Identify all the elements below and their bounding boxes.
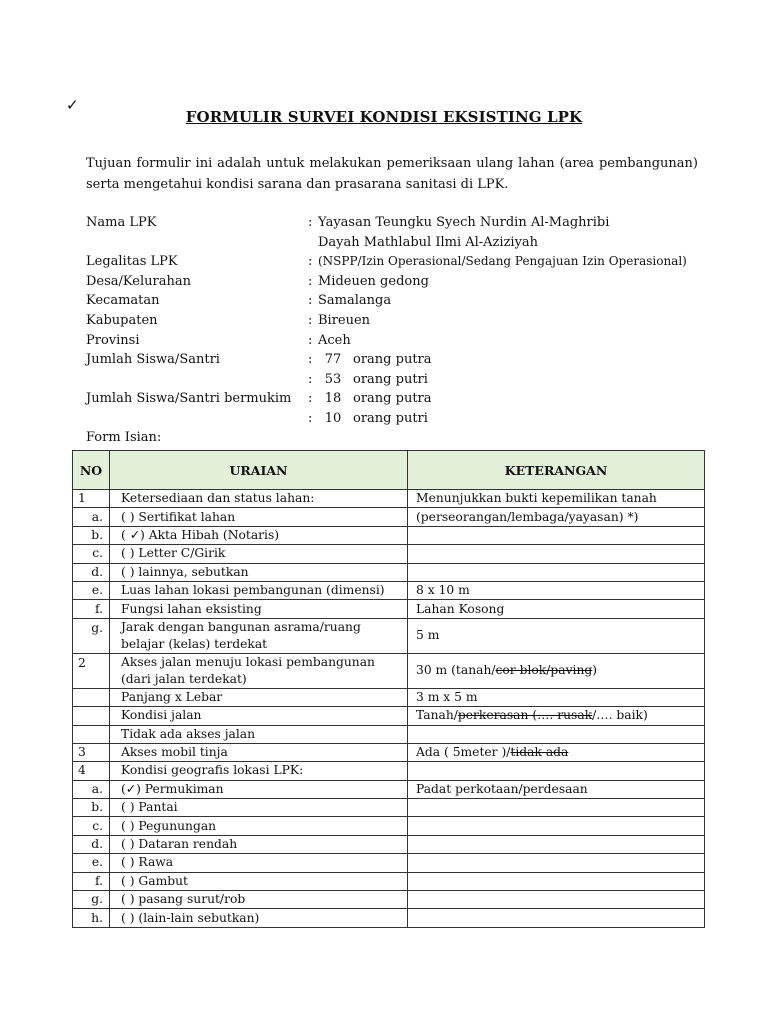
row-no: b. xyxy=(73,526,110,544)
info-row-legalitas xyxy=(86,252,706,272)
document-title: FORMULIR SURVEI KONDISI EKSISTING LPK xyxy=(185,108,583,126)
unit-putra: orang putra xyxy=(353,391,432,407)
intro-paragraph: Tujuan formulir ini adalah untuk melakukan pemeriksaan ulang lahan (area pembangunan) serta mengetahui kondisi sarana dan prasarana sanitasi di LPK. xyxy=(86,156,698,192)
table-row xyxy=(73,743,705,761)
desa-value: Mideuen gedong xyxy=(318,273,429,289)
info-row-mukim-putra xyxy=(86,389,706,409)
row-keterangan xyxy=(408,653,705,688)
table-row xyxy=(73,508,705,526)
colon: : xyxy=(308,410,313,426)
mukim-putra-value: 18 xyxy=(324,391,342,407)
row-no: 3 xyxy=(73,743,110,761)
row-no: f. xyxy=(73,600,110,618)
info-row-nama xyxy=(86,213,706,233)
ket-text: Tanah/ xyxy=(416,708,458,723)
form-isian-label: Form Isian: xyxy=(86,430,162,445)
row-keterangan xyxy=(408,909,705,927)
row-no xyxy=(73,688,110,706)
table-row xyxy=(73,780,705,798)
info-row-nama-2 xyxy=(86,233,706,253)
row-keterangan xyxy=(408,526,705,544)
header-no: NO xyxy=(73,451,110,490)
provinsi-value: Aceh xyxy=(318,332,351,348)
info-row-provinsi xyxy=(86,331,706,351)
table-row xyxy=(73,872,705,890)
table-row xyxy=(73,600,705,618)
nama-label: Nama LPK xyxy=(86,215,157,230)
row-keterangan xyxy=(408,563,705,581)
kabupaten-value: Bireuen xyxy=(318,312,371,328)
row-keterangan: 3 m x 5 m xyxy=(408,688,705,706)
row-uraian: Kondisi jalan xyxy=(110,707,408,725)
jumlah-putri-value: 53 xyxy=(324,371,342,387)
info-row-kecamatan xyxy=(86,291,706,311)
table-row xyxy=(73,545,705,563)
row-no: f. xyxy=(73,872,110,890)
table-row xyxy=(73,688,705,706)
row-keterangan xyxy=(408,835,705,853)
survey-table xyxy=(72,450,705,928)
legalitas-value: (NSPP/Izin Operasional/Sedang Pengajuan Izin Operasional) xyxy=(318,254,687,269)
colon: : xyxy=(308,254,313,270)
row-keterangan: Menunjukkan bukti kepemilikan tanah xyxy=(408,490,705,508)
unit-putri: orang putri xyxy=(353,410,428,426)
row-no: e. xyxy=(73,854,110,872)
row-no: c. xyxy=(73,545,110,563)
row-keterangan xyxy=(408,707,705,725)
row-uraian: Tidak ada akses jalan xyxy=(110,725,408,743)
table-row xyxy=(73,490,705,508)
row-keterangan: Padat perkotaan/perdesaan xyxy=(408,780,705,798)
row-keterangan xyxy=(408,545,705,563)
table-row xyxy=(73,817,705,835)
row-uraian: Akses mobil tinja xyxy=(110,743,408,761)
table-row xyxy=(73,762,705,780)
row-keterangan xyxy=(408,817,705,835)
ket-text: Ada ( 5meter )/ xyxy=(416,745,511,760)
row-keterangan xyxy=(408,799,705,817)
ket-strikethrough: perkerasan (…. rusak xyxy=(457,708,593,723)
row-uraian: Panjang x Lebar xyxy=(110,688,408,706)
row-uraian: Luas lahan lokasi pembangunan (dimensi) xyxy=(110,581,408,599)
unit-putri: orang putri xyxy=(353,371,428,387)
header-keterangan: KETERANGAN xyxy=(408,451,705,490)
ket-text: 30 m (tanah/ xyxy=(416,663,496,678)
table-row xyxy=(73,653,705,688)
table-row xyxy=(73,854,705,872)
colon: : xyxy=(308,352,313,368)
row-keterangan: Lahan Kosong xyxy=(408,600,705,618)
table-row xyxy=(73,909,705,927)
row-uraian: ( ) Pegunungan xyxy=(110,817,408,835)
unit-putra: orang putra xyxy=(353,352,432,368)
info-row-jumlah-putri xyxy=(86,370,706,390)
row-no: e. xyxy=(73,581,110,599)
row-uraian: ( ) Sertifikat lahan xyxy=(110,508,408,526)
row-uraian: ( ) Letter C/Girik xyxy=(110,545,408,563)
info-row-mukim-putri xyxy=(86,409,706,429)
row-no: a. xyxy=(73,780,110,798)
info-row-kabupaten xyxy=(86,311,706,331)
colon: : xyxy=(308,391,313,407)
row-no: h. xyxy=(73,909,110,927)
table-row xyxy=(73,618,705,653)
kabupaten-label: Kabupaten xyxy=(86,312,158,328)
row-no: 1 xyxy=(73,490,110,508)
row-keterangan xyxy=(408,762,705,780)
info-row-jumlah-putra xyxy=(86,350,706,370)
colon: : xyxy=(308,273,313,289)
row-no: c. xyxy=(73,817,110,835)
row-uraian: Jarak dengan bangunan asrama/ruang belajar (kelas) terdekat xyxy=(110,618,408,653)
row-no: 2 xyxy=(73,653,110,688)
row-uraian: Ketersediaan dan status lahan: xyxy=(110,490,408,508)
ket-text: ) xyxy=(592,663,598,678)
row-uraian: ( ) Gambut xyxy=(110,872,408,890)
row-keterangan xyxy=(408,743,705,761)
row-keterangan xyxy=(408,854,705,872)
row-no: g. xyxy=(73,891,110,909)
colon: : xyxy=(308,332,313,348)
ket-strikethrough: tidak ada xyxy=(510,745,569,760)
row-uraian: Fungsi lahan eksisting xyxy=(110,600,408,618)
table-row xyxy=(73,799,705,817)
table-row xyxy=(73,835,705,853)
header-uraian: URAIAN xyxy=(110,451,408,490)
provinsi-label: Provinsi xyxy=(86,332,140,348)
row-uraian: ( ) Dataran rendah xyxy=(110,835,408,853)
lpk-info-section xyxy=(86,213,706,429)
legalitas-label: Legalitas LPK xyxy=(86,254,178,270)
row-keterangan xyxy=(408,891,705,909)
row-uraian: ( ) lainnya, sebutkan xyxy=(110,563,408,581)
nama-value-line2: Dayah Mathlabul Ilmi Al-Aziziyah xyxy=(318,234,539,250)
check-mark: ✓ xyxy=(66,96,79,114)
row-uraian: ( ) Pantai xyxy=(110,799,408,817)
row-no: 4 xyxy=(73,762,110,780)
row-keterangan: (perseorangan/lembaga/yayasan) *) xyxy=(408,508,705,526)
colon: : xyxy=(308,215,313,230)
ket-text: /…. baik) xyxy=(592,708,648,723)
table-row xyxy=(73,891,705,909)
row-no xyxy=(73,725,110,743)
jumlah-putra-value: 77 xyxy=(324,352,342,368)
nama-value-line1: Yayasan Teungku Syech Nurdin Al-Maghribi xyxy=(318,215,610,230)
kecamatan-label: Kecamatan xyxy=(86,293,160,309)
row-keterangan xyxy=(408,725,705,743)
row-uraian: ( ✓) Akta Hibah (Notaris) xyxy=(110,526,408,544)
row-uraian: Kondisi geografis lokasi LPK: xyxy=(110,762,408,780)
row-no: b. xyxy=(73,799,110,817)
row-uraian: (✓) Permukiman xyxy=(110,780,408,798)
jumlah-label: Jumlah Siswa/Santri xyxy=(86,352,220,368)
row-keterangan: 5 m xyxy=(408,618,705,653)
table-row xyxy=(73,563,705,581)
table-row xyxy=(73,526,705,544)
row-no: a. xyxy=(73,508,110,526)
row-uraian: ( ) (lain-lain sebutkan) xyxy=(110,909,408,927)
colon: : xyxy=(308,293,313,309)
info-row-desa xyxy=(86,272,706,292)
table-header-row xyxy=(73,451,705,490)
row-uraian: ( ) pasang surut/rob xyxy=(110,891,408,909)
table-row xyxy=(73,725,705,743)
row-no: g. xyxy=(73,618,110,653)
row-no xyxy=(73,707,110,725)
ket-strikethrough: cor blok/paving xyxy=(495,663,593,678)
table-row xyxy=(73,581,705,599)
row-no: d. xyxy=(73,835,110,853)
colon: : xyxy=(308,371,313,387)
row-keterangan: 8 x 10 m xyxy=(408,581,705,599)
row-uraian: Akses jalan menuju lokasi pembangunan (dari jalan terdekat) xyxy=(110,653,408,688)
colon: : xyxy=(308,312,313,328)
mukim-putri-value: 10 xyxy=(324,410,342,426)
desa-label: Desa/Kelurahan xyxy=(86,273,191,289)
row-no: d. xyxy=(73,563,110,581)
row-uraian: ( ) Rawa xyxy=(110,854,408,872)
table-row xyxy=(73,707,705,725)
kecamatan-value: Samalanga xyxy=(318,293,392,309)
row-keterangan xyxy=(408,872,705,890)
mukim-label: Jumlah Siswa/Santri bermukim xyxy=(86,391,292,407)
